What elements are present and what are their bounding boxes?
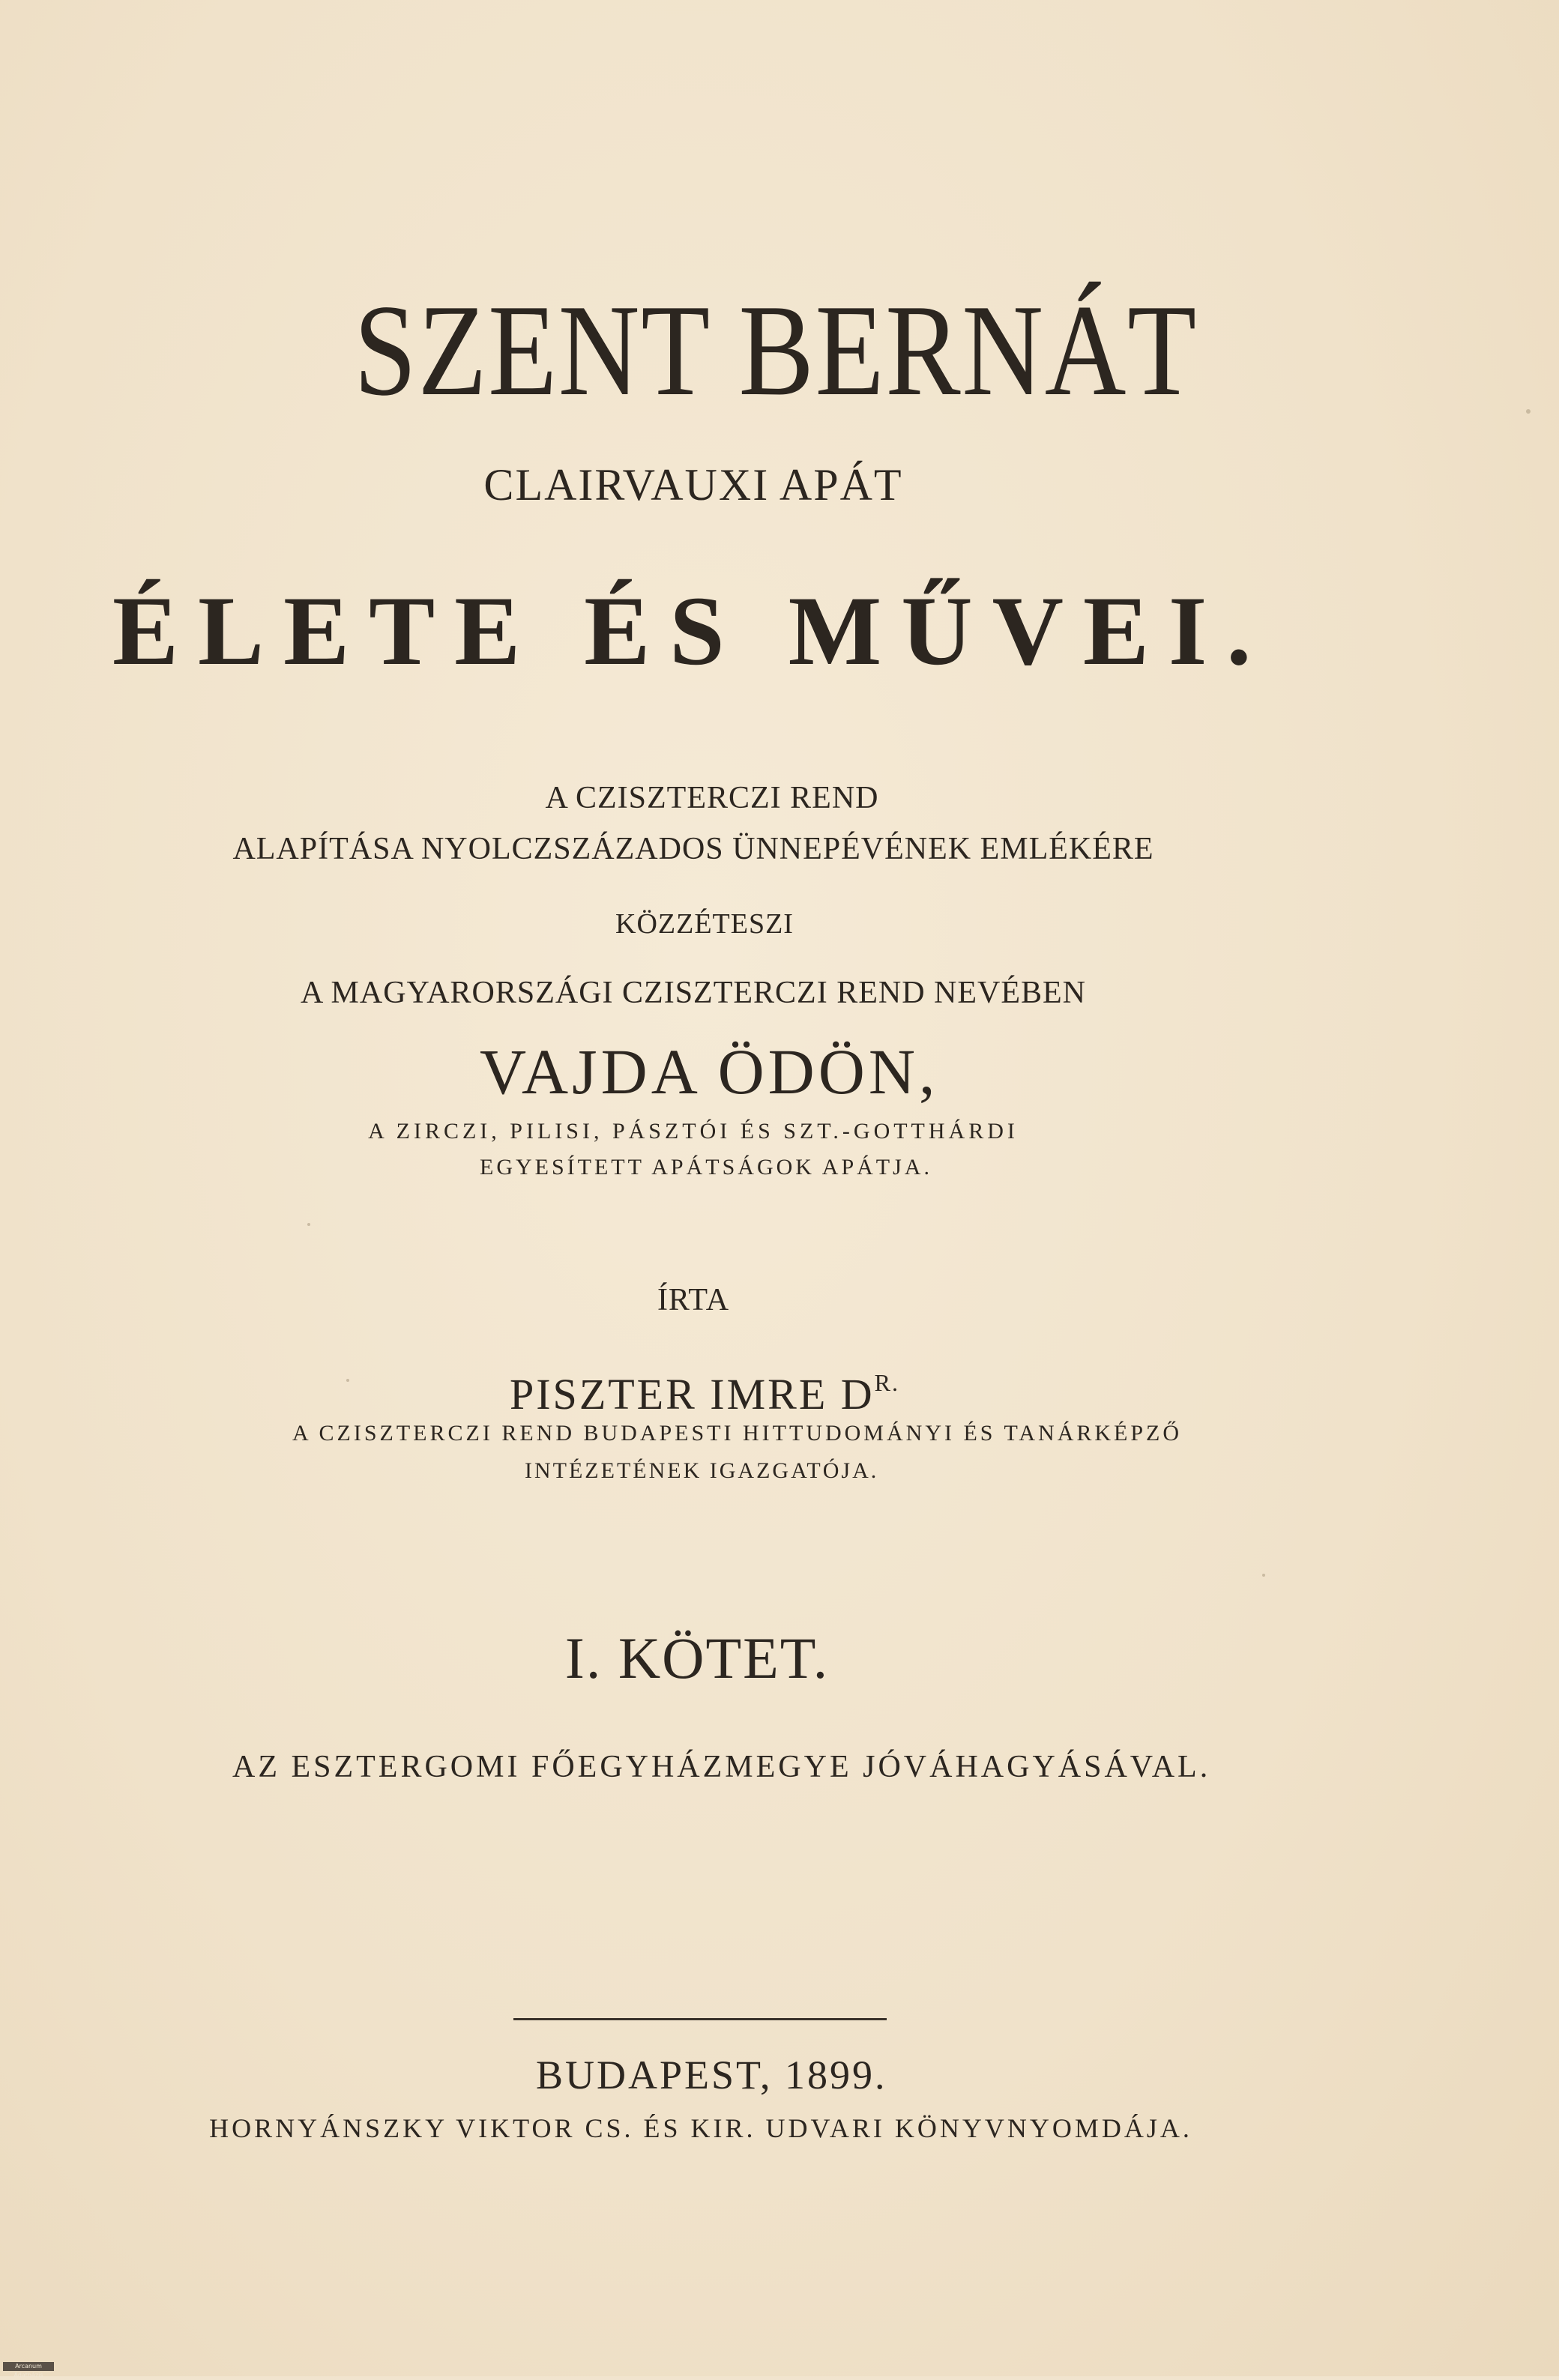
editor-role-2: EGYESÍTETT APÁTSÁGOK APÁTJA. xyxy=(480,1155,932,1180)
divider-rule xyxy=(513,2018,887,2020)
watermark-logo: Arcanum Adatbázis xyxy=(3,2362,54,2371)
on-behalf-line: A MAGYARORSZÁGI CZISZTERCZI REND NEVÉBEN xyxy=(301,976,1086,1010)
occasion-line-1: A CZISZTERCZI REND xyxy=(545,781,879,815)
editor-role-1: A ZIRCZI, PILISI, PÁSZTÓI ÉS SZT.-GOTTHÁRDI xyxy=(368,1119,1019,1144)
occasion-line-2: ALAPÍTÁSA NYOLCZSZÁZADOS ÜNNEPÉVÉNEK EMLÉKÉRE xyxy=(232,832,1154,866)
main-title-2: ÉLETE ÉS MŰVEI. xyxy=(112,576,1271,686)
author-name-text: PISZTER IMRE D xyxy=(509,1370,875,1419)
author-role-1: A CZISZTERCZI REND BUDAPESTI HITTUDOMÁNYI ÉS TANÁRKÉPZŐ xyxy=(292,1421,1183,1446)
publishes-label: KÖZZÉTESZI xyxy=(615,908,794,940)
printer-line: HORNYÁNSZKY VIKTOR CS. ÉS KIR. UDVARI KÖNYVNYOMDÁJA. xyxy=(209,2113,1192,2143)
author-name xyxy=(480,1358,929,1419)
volume-label: I. KÖTET. xyxy=(564,1625,830,1691)
paper-speck xyxy=(1262,1574,1265,1577)
author-role-2: INTÉZETÉNEK IGAZGATÓJA. xyxy=(525,1458,879,1483)
editor-name: VAJDA ÖDÖN, xyxy=(480,1036,939,1108)
paper-speck xyxy=(307,1223,310,1226)
subtitle: CLAIRVAUXI APÁT xyxy=(483,460,903,510)
place-year: BUDAPEST, 1899. xyxy=(536,2053,887,2097)
paper-speck xyxy=(1526,409,1531,414)
main-title: SZENT BERNÁT xyxy=(354,277,1198,423)
written-by-label: ÍRTA xyxy=(657,1283,730,1317)
paper-speck xyxy=(346,1379,349,1382)
author-title-superscript: R. xyxy=(874,1369,900,1396)
approval-line: AZ ESZTERGOMI FŐEGYHÁZMEGYE JÓVÁHAGYÁSÁVAL. xyxy=(232,1750,1211,1784)
